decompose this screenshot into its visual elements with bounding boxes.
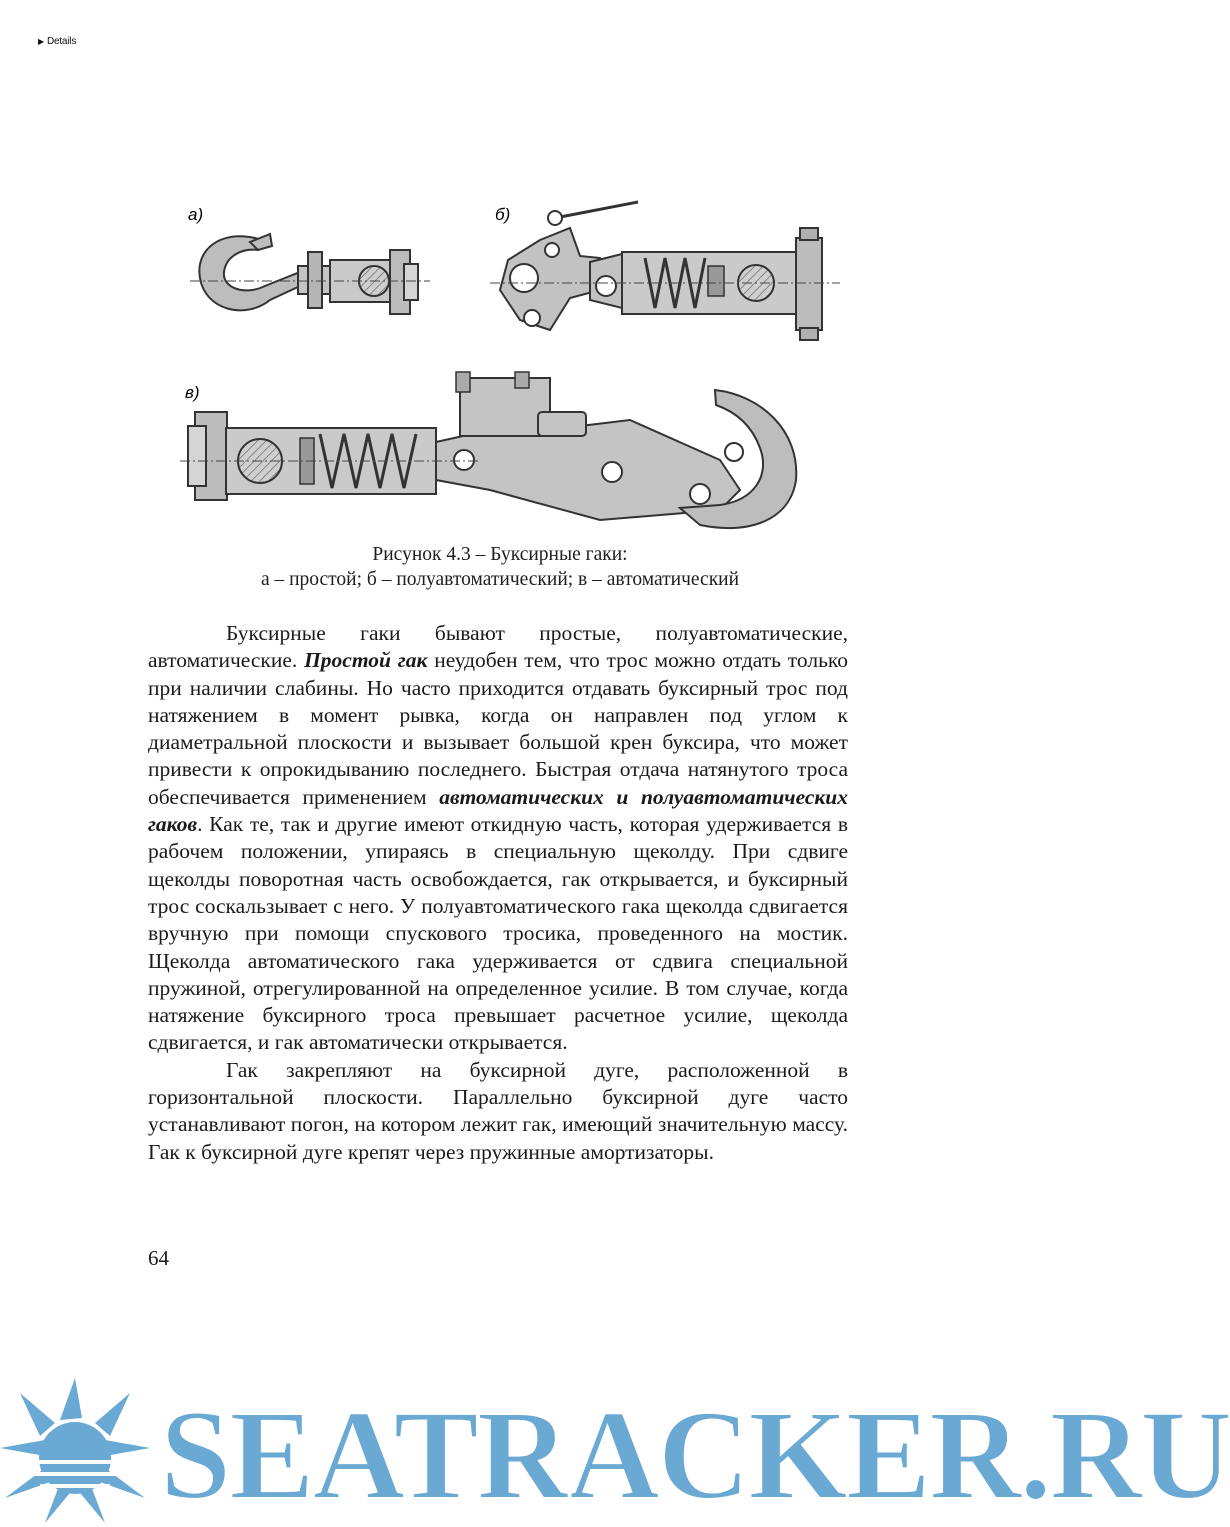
watermark-text: SEATRACKER.RU	[160, 1384, 1230, 1526]
figure-a-simple-hook	[188, 205, 430, 314]
details-toggle[interactable]	[38, 36, 76, 47]
page-number: 64	[148, 1246, 169, 1270]
caption-title: Рисунок 4.3 – Буксирные гаки:	[372, 544, 628, 565]
paragraph-1	[148, 620, 848, 1057]
paragraph-2: Гак закрепляют на буксирной дуге, расположенной в горизонтальной плоскости. Параллельно буксирной дуге часто устанавливают погон, на котором лежит гак, имеющий значительную массу. Гак к буксирной дуге крепят через пружинные амортизаторы.	[148, 1057, 848, 1164]
paragraph-1-part-2: неудобен тем, что трос можно отдать только при наличии слабины. Но часто приходится отдавать буксирный трос под натяжением в момент рывка, когда он направлен под углом к диаметральной плоскости и вызывает большой крен буксира, что может привести к опрокидыванию последнего. Быстрая отдача натянутого троса обеспечивается применением	[148, 648, 849, 809]
caption-legend: а – простой; б – полуавтоматический; в – автоматический	[260, 569, 740, 590]
details-label: Details	[46, 36, 77, 47]
disclosure-triangle-icon: ▶	[38, 37, 44, 46]
figure-c-automatic-hook	[180, 372, 796, 528]
emphasis-simple-hook: Простой гак	[304, 648, 428, 673]
figure-label-b: б)	[495, 205, 511, 224]
paragraph-1-part-1: Буксирные гаки бывают простые, полуавтоматические, автоматические.	[148, 621, 848, 673]
figure-b-semi-automatic-hook	[490, 202, 840, 340]
figure-label-c: в)	[185, 383, 200, 402]
emphasis-automatic-hooks: автоматических и полуавтоматических гаков	[148, 784, 848, 837]
body-text	[148, 620, 848, 1166]
figure-caption	[150, 542, 850, 592]
towing-hooks-figure	[160, 190, 850, 540]
paragraph-1-part-3: . Как те, так и другие имеют откидную часть, которая удерживается в рабочем положении, упираясь в специальную щеколду. При сдвиге щеколды поворотная часть освобождается, гак открывается, и буксирный трос соскальзывает с него. У полуавтоматического гака щеколда сдвигается вручную при помощи спускового тросика, проведенного на мостик. Щеколда автоматического гака удерживается от сдвига специальной пружиной, отрегулированной на определенное усилие. В том случае, когда натяжение буксирного троса превышает расчетное усилие, щеколда сдвигается, и гак автоматически открывается.	[148, 812, 848, 1055]
figure-label-a: а)	[188, 205, 204, 224]
